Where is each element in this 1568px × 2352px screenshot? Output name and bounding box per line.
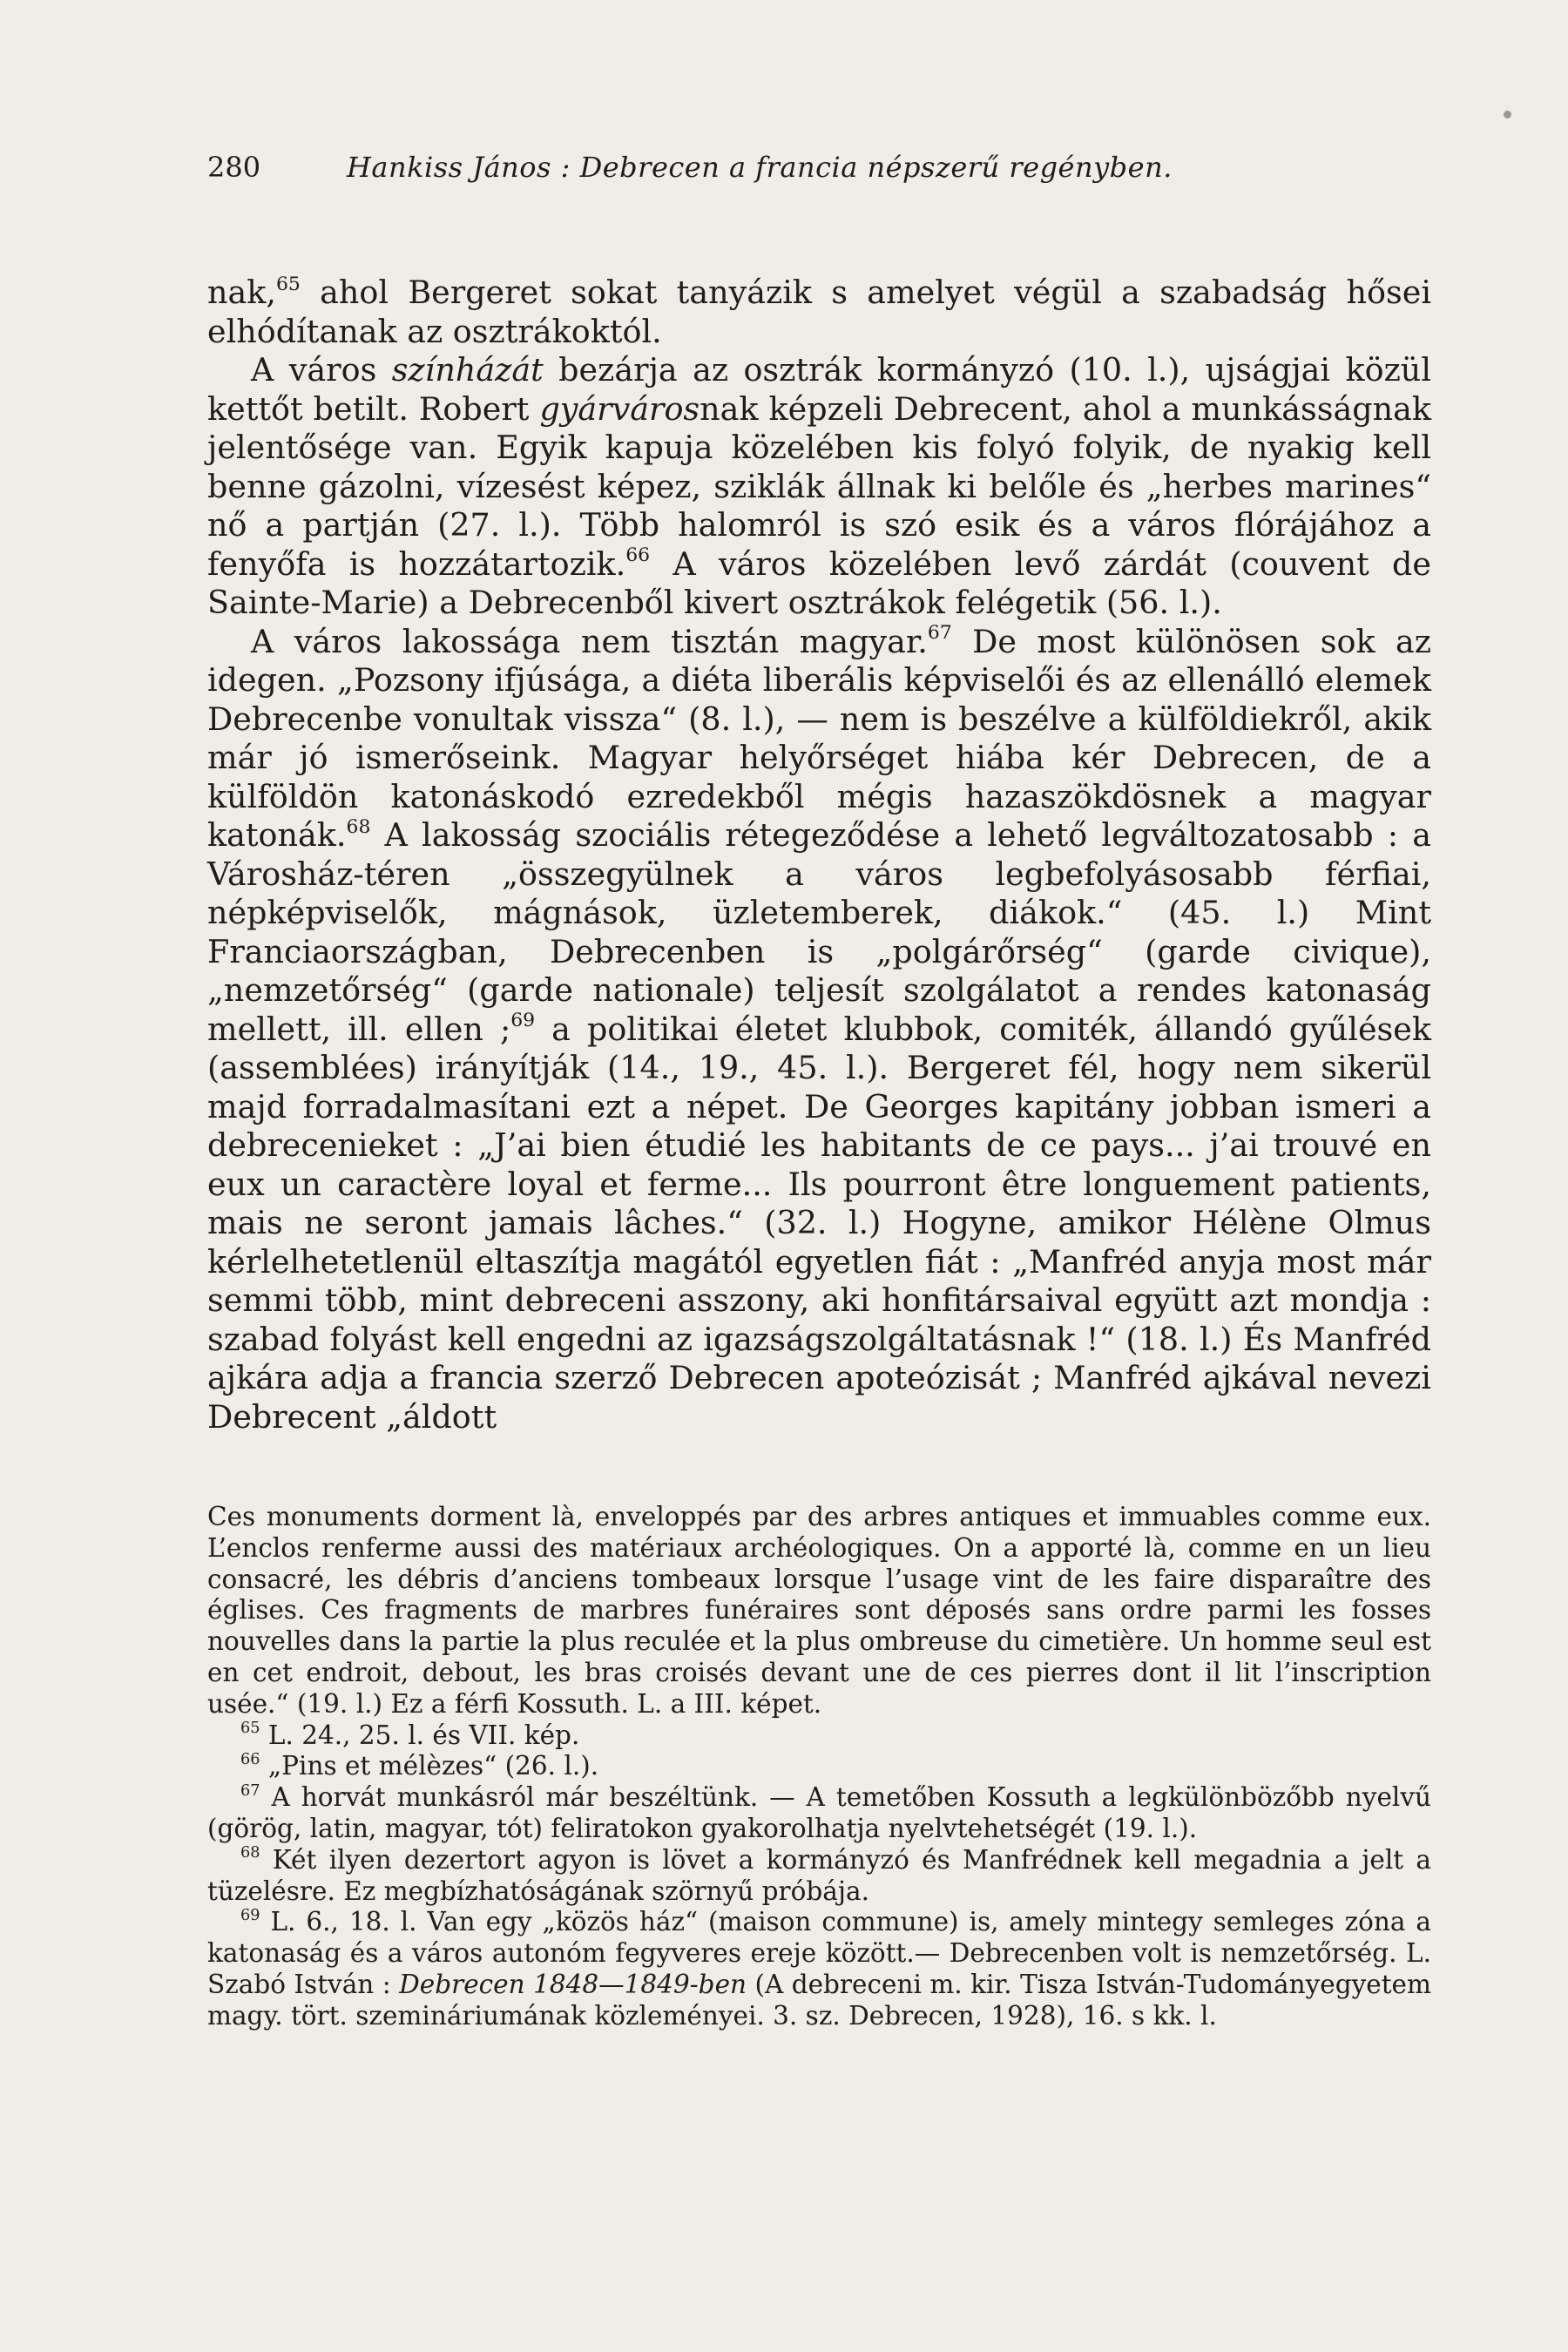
text-run: De most különösen sok az idegen. „Pozsony ifjúsága, a diéta liberális képviselői és az ellenálló elemek Debrecenbe vonultak vissza“ (8. l.), — nem is beszélve a külföldiekről, akik már jó ismerőseink. Magyar helyőrséget hiába kér Debrecen, de a külföldön katonáskodó ezredekből mégis hazaszökdösnek a magyar katonák. [207,622,1431,854]
footnote-67 [207,1782,1431,1845]
text-run: A város [251,351,392,389]
text-run: A város lakossága nem tisztán magyar. [251,622,928,660]
footnotes [207,1502,1431,2032]
specks-dot [1504,111,1511,118]
footnote-mark: 66 [240,1750,260,1768]
footnote-ref-69: 69 [510,1010,536,1032]
text-run: nak képzeli Debrecent, ahol a munkásságnak jelentősége van. Egyik kapuja közelében kis folyó folyik, de nyakig kell benne gázolni, vízesést képez, sziklák állnak ki belőle és „herbes marines“ nő a partján (27. l.). Több halomról is szó esik és a város flórájához a fenyőfa is hozzátartozik. [207,389,1431,583]
footnote-text: L. 24., 25. l. és VII. kép. [260,1720,580,1750]
footnote-mark: 67 [240,1781,260,1800]
paragraph-1 [207,274,1431,351]
footnote-continuation: Ces monuments dorment là, enveloppés par des arbres antiques et immuables comme eux. L’enclos renferme aussi des matériaux archéologiques. On a apporté là, comme en un lieu consacré, les débris d’anciens tombeaux lorsque l’usage vint de les faire disparaître des églises. Ces fragments de marbres funéraires sont déposés sans ordre parmi les fosses nouvelles dans la partie la plus reculée et la plus ombreuse du cimetière. Un homme seul est en cet endroit, debout, les bras croisés devant une de ces pierres dont il lit l’inscription usée.“ (19. l.) Ez a férfi Kossuth. L. a III. képet. [207,1502,1431,1719]
paragraph-3 [207,623,1431,1437]
page-header [207,146,1279,188]
footnote-ref-68: 68 [346,815,371,838]
footnote-69 [207,1907,1431,2031]
text-run: A város közelében levő zárdát (couvent de Sainte-Marie) a Debrecenből kivert osztrákok felégetik (56. l.). [207,544,1431,621]
italic-term: színházát [391,351,544,389]
footnote-ref-66: 66 [625,544,651,567]
text-run: a politikai életet klubbok, comiték, állandó gyűlések (assemblées) irányítják (14., 19., 45. l.). Bergeret fél, hogy nem sikerül majd forradalmasítani ezt a népet. De Georges kapitány jobban ismeri a debrecenieket : „J’ai bien étudié les habitants de ce pays... j’ai trouvé en eux un caractère loyal et ferme... Ils pourront être longuement patients, mais ne seront jamais lâches.“ (32. l.) Hogyne, amikor Hélène Olmus kérlelhetetlenül eltaszítja magától egyetlen fiát : „Manfréd anyja most már semmi több, mint debreceni asszony, aki honfitársaival együtt azt mondja : szabad folyást kell engedni az igazságszolgáltatásnak !“ (18. l.) És Manfréd ajkára adja a francia szerző Debrecen apoteózisát ; Manfréd ajkával nevezi Debrecent „áldott [207,1010,1431,1436]
footnote-mark: 65 [240,1719,260,1737]
text-run: bezárja az osztrák kormányzó (10. l.), ujságjai közül kettőt betilt. Robert [207,351,1431,428]
footnote-text: A horvát munkásról már beszéltünk. — A temetőben Kossuth a legkülönbözőbb nyelvű (görög, latin, magyar, tót) feliratokon gyakorolhatja nyelvtehetségét (19. l.). [207,1782,1431,1843]
footnote-ref-65: 65 [276,273,301,295]
footnote-text: „Pins et mélèzes“ (26. l.). [260,1751,599,1781]
text-run: nak, [207,274,276,311]
footnote-text: (A debreceni m. kir. Tisza István-Tudományegyetem magy. tört. szemináriumának közleményei. 3. sz. Debrecen, 1928), 16. s kk. l. [207,1969,1431,2031]
footnote-66 [207,1751,1431,1782]
page-number: 280 [207,151,261,184]
footnote-mark: 69 [240,1906,260,1924]
text-run: ahol Bergeret sokat tanyázik s amelyet végül a szabadság hősei elhódítanak az osztrákoktól. [207,274,1431,350]
footnote-ref-67: 67 [927,622,952,645]
main-text [207,274,1431,1436]
cited-title: Debrecen 1848—1849-ben [399,1969,747,1999]
footnote-text: Két ilyen dezertort agyon is lövet a kormányzó és Manfrédnek kell megadnia a jelt a tüzelésre. Ez megbízhatóságának szörnyű próbája. [207,1844,1431,1906]
footnote-text: L. 6., 18. l. Van egy „közös ház“ (maison commune) is, amely mintegy semleges zóna a katonaság és a város autonóm fegyveres ereje között.— Debrecenben volt is nemzetőrség. L. Szabó István : [207,1907,1431,1999]
paragraph-2 [207,351,1431,623]
footnote-mark: 68 [240,1844,260,1862]
footnote-68 [207,1845,1431,1908]
running-title: Hankiss János : Debrecen a francia népszerű regényben. [347,151,1173,184]
italic-term: gyárváros [539,389,700,428]
text-run: A lakosság szociális rétegeződése a lehető legváltozatosabb : a Városház-téren „összegyülnek a város legbefolyásosabb férfiai, népképviselők, mágnások, üzletemberek, diákok.“ (45. l.) Mint Franciaországban, Debrecenben is „polgárőrség“ (garde civique), „nemzetőrség“ (garde nationale) teljesít szolgálatot a rendes katonaság mellett, ill. ellen ; [207,816,1431,1048]
footnote-65 [207,1720,1431,1752]
